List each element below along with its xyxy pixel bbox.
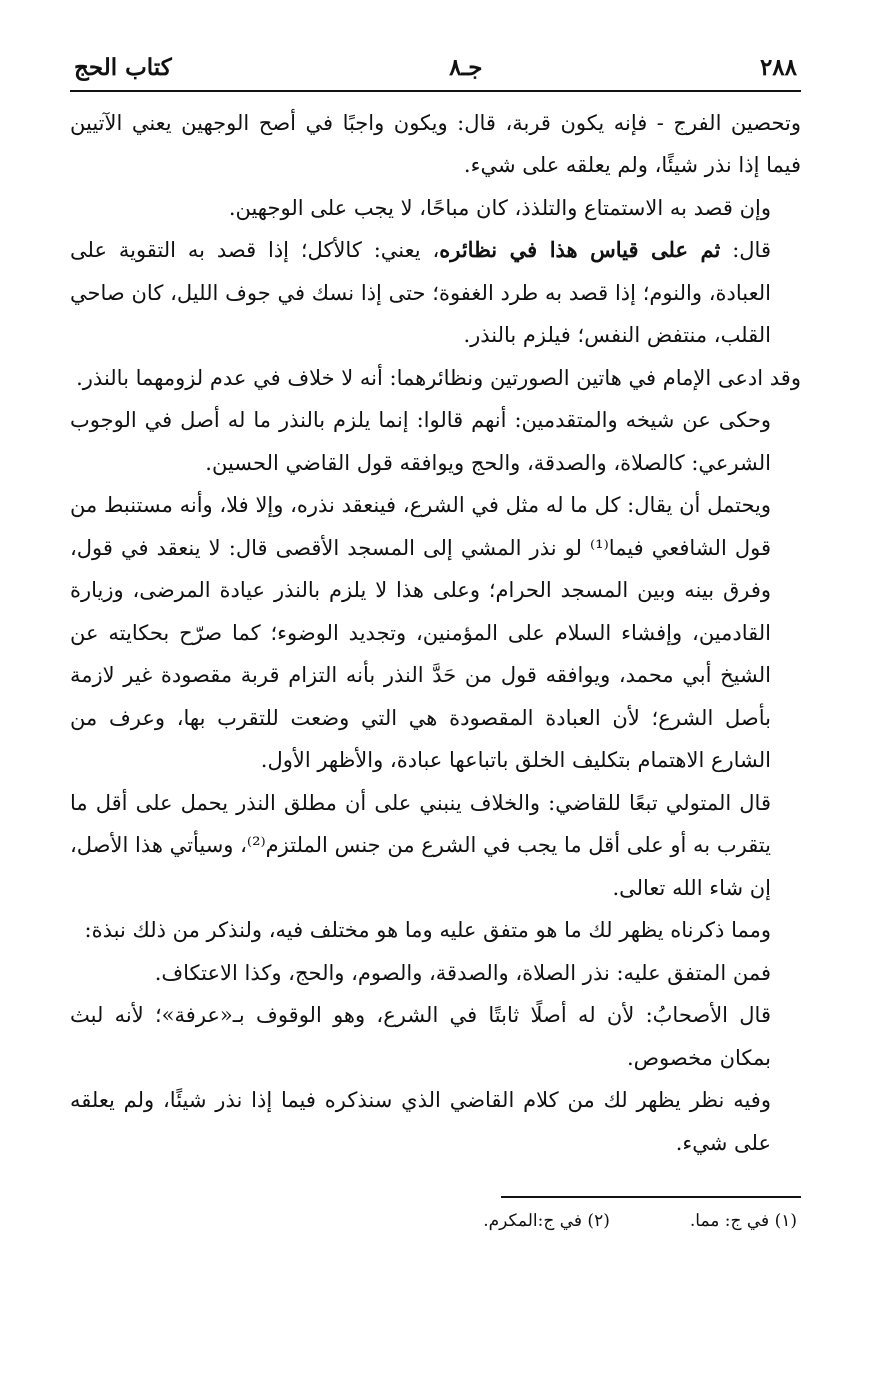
bold-quote: ثم على قياس هذا في نظائره bbox=[439, 237, 721, 263]
paragraph-text: قال: ثم على قياس هذا في نظائره، يعني: كالأكل؛ إذا قصد به التقوية على العبادة، والنوم؛ إذا قصد به طرد الغفوة؛ حتى إذا نسك في جوف الليل، كان صاحي القلب، منتفض النفس؛ فيلزم بالنذر. bbox=[70, 237, 771, 348]
paragraph: فمن المتفق عليه: نذر الصلاة، والصدقة، والصوم، والحج، وكذا الاعتكاف. bbox=[154, 960, 771, 985]
footnote-1: (١) في ج: مما. bbox=[689, 1211, 797, 1232]
page-body bbox=[70, 92, 801, 1165]
book-title: كتاب الحج bbox=[74, 54, 172, 81]
paragraph: ويحتمل أن يقال: كل ما له مثل في الشرع، فينعقد نذره، وإلا فلا، وأنه مستنبط من قول الشافعي فيما⁽¹⁾ لو نذر المشي إلى المسجد الأقصى قال: لا ينعقد في قول، وفرق بينه وبين المسجد الحرام؛ وعلى هذا لا يلزم بالنذر عيادة المرضى، وزيارة القادمين، وإفشاء السلام على المؤمنين، وتجديد الوضوء؛ كما صرّح بحكايته عن الشيخ أبي محمد، ويوافقه قول من حَدَّ النذر بأنه التزام قربة مقصودة غير لازمة بأصل الشرع؛ لأن العبادة المقصودة هي التي وضعت للتقرب بها، وعرف من الشارع الاهتمام بتكليف الخلق باتباعها عبادة، والأظهر الأول. bbox=[70, 493, 772, 773]
paragraph: وفيه نظر يظهر لك من كلام القاضي الذي سنذكره فيما إذا نذر شيئًا، ولم يعلقه على شيء. bbox=[70, 1088, 771, 1155]
paragraph-with-bold bbox=[70, 229, 801, 357]
footnote-2: (٢) في ج:المكرم. bbox=[483, 1211, 610, 1232]
paragraph: ومما ذكرناه يظهر لك ما هو متفق عليه وما هو مختلف فيه، ولنذكر من ذلك نبذة: bbox=[84, 918, 771, 943]
paragraph: وقد ادعى الإمام في هاتين الصورتين ونظائرهما: أنه لا خلاف في عدم لزومهما بالنذر. bbox=[76, 365, 801, 390]
paragraph: قال المتولي تبعًا للقاضي: والخلاف ينبني على أن مطلق النذر يحمل على أقل ما يتقرب به أو على أقل ما يجب في الشرع من جنس الملتزم⁽²⁾، وسيأتي هذا الأصل، إن شاء الله تعالى. bbox=[70, 790, 771, 900]
page-header bbox=[70, 54, 801, 92]
paragraph: وحكى عن شيخه والمتقدمين: أنهم قالوا: إنما يلزم بالنذر ما له أصل في الوجوب الشرعي: كالصلاة، والصدقة، والحج ويوافقه قول القاضي الحسين. bbox=[70, 408, 771, 475]
page-number: ٢٨٨ bbox=[759, 54, 797, 81]
paragraph: وتحصين الفرج - فإنه يكون قربة، قال: ويكون واجبًا في أصح الوجهين يعني الآتيين فيما إذا نذر شيئًا، ولم يعلقه على شيء. bbox=[70, 110, 801, 178]
paragraph: قال الأصحابُ: لأن له أصلًا ثابتًا في الشرع، وهو الوقوف بـ«عرفة»؛ لأنه لبث بمكان مخصوص. bbox=[70, 1003, 771, 1070]
volume-number: جـ٨ bbox=[449, 54, 483, 81]
footnotes bbox=[70, 1198, 801, 1236]
paragraph: وإن قصد به الاستمتاع والتلذذ، كان مباحًا، لا يجب على الوجهين. bbox=[228, 195, 771, 220]
